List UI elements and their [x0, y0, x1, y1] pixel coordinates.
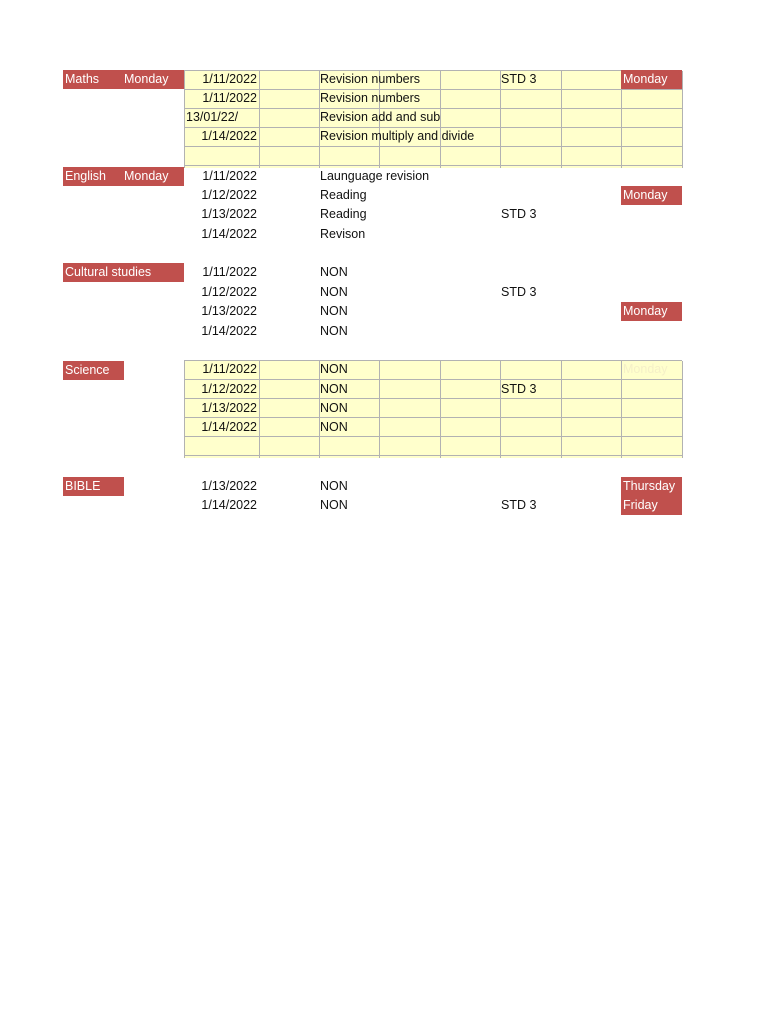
date-cell[interactable]: 1/11/2022 — [202, 362, 257, 376]
subject-label-science[interactable]: Science — [63, 361, 124, 380]
std-cell[interactable]: STD 3 — [501, 72, 537, 86]
activity-cell[interactable]: Reading — [320, 188, 367, 202]
date-cell[interactable]: 1/11/2022 — [202, 169, 257, 183]
date-cell[interactable]: 1/13/2022 — [201, 304, 257, 318]
activity-cell[interactable]: NON — [320, 265, 348, 279]
subject-label-cultural-studies[interactable]: Cultural studies — [63, 263, 184, 282]
day-tag-cell-faint[interactable]: Monday — [623, 362, 668, 376]
activity-cell[interactable]: Revision numbers — [320, 72, 421, 86]
activity-cell[interactable]: NON — [320, 324, 348, 338]
date-cell[interactable]: 1/12/2022 — [201, 285, 257, 299]
activity-cell[interactable]: NON — [320, 285, 348, 299]
activity-cell[interactable]: NON — [320, 382, 348, 396]
date-cell[interactable]: 1/13/2022 — [201, 479, 257, 493]
subject-label-maths[interactable]: Maths — [63, 70, 184, 89]
date-cell[interactable]: 1/14/2022 — [201, 227, 257, 241]
activity-cell[interactable]: Revision numbers — [320, 91, 421, 105]
date-cell[interactable]: 1/14/2022 — [201, 498, 257, 512]
subject-label-english[interactable]: English — [63, 167, 184, 186]
activity-cell[interactable]: Revision add and sub — [320, 110, 441, 124]
day-label-maths[interactable]: Monday — [124, 72, 169, 86]
date-cell[interactable]: 1/11/2022 — [202, 91, 257, 105]
activity-cell[interactable]: NON — [320, 362, 348, 376]
std-cell[interactable]: STD 3 — [501, 207, 537, 221]
activity-cell[interactable]: Revison — [320, 227, 366, 241]
date-cell[interactable]: 1/11/2022 — [202, 72, 257, 86]
day-tag-cell[interactable]: Thursday — [621, 477, 682, 496]
day-tag-cell[interactable]: Friday — [621, 496, 682, 515]
activity-cell[interactable]: NON — [320, 420, 348, 434]
activity-cell[interactable]: Launguage revision — [320, 169, 430, 183]
activity-cell[interactable]: NON — [320, 304, 348, 318]
date-cell[interactable]: 1/14/2022 — [201, 129, 257, 143]
std-cell[interactable]: STD 3 — [501, 285, 537, 299]
std-cell[interactable]: STD 3 — [501, 498, 537, 512]
date-cell[interactable]: 1/13/2022 — [201, 401, 257, 415]
subject-label-bible[interactable]: BIBLE — [63, 477, 124, 496]
date-cell[interactable]: 1/12/2022 — [201, 188, 257, 202]
activity-cell[interactable]: NON — [320, 479, 348, 493]
std-cell[interactable]: STD 3 — [501, 382, 537, 396]
activity-cell[interactable]: Reading — [320, 207, 367, 221]
day-tag-cell[interactable]: Monday — [621, 302, 682, 321]
day-tag-cell[interactable]: Monday — [621, 70, 682, 89]
activity-cell[interactable]: NON — [320, 498, 348, 512]
day-label-english[interactable]: Monday — [124, 169, 169, 183]
date-cell[interactable]: 1/12/2022 — [201, 382, 257, 396]
activity-cell[interactable]: Revision multiply and divide — [320, 129, 475, 143]
date-cell[interactable]: 1/11/2022 — [202, 265, 257, 279]
date-cell[interactable]: 1/13/2022 — [201, 207, 257, 221]
day-tag-cell[interactable]: Monday — [621, 186, 682, 205]
activity-cell[interactable]: NON — [320, 401, 348, 415]
date-cell[interactable]: 1/14/2022 — [201, 420, 257, 434]
date-cell[interactable]: 1/14/2022 — [201, 324, 257, 338]
date-cell[interactable]: 13/01/22/ — [186, 110, 239, 124]
